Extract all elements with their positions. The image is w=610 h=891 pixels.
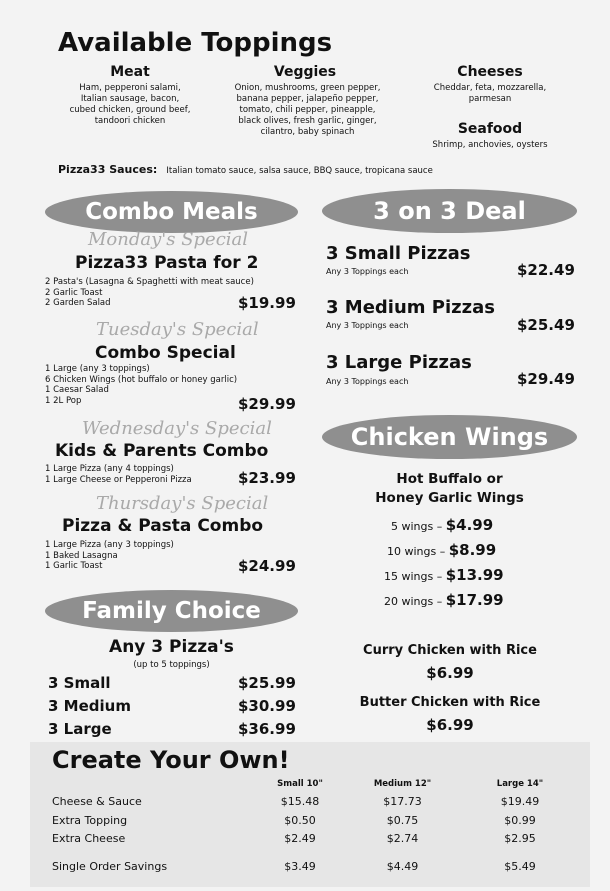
cyo-price: $4.49 [386,860,419,873]
wednesday-special-label: Wednesday's Special [82,418,272,439]
seafood-list [405,140,575,151]
meat-heading: Meat [110,64,150,80]
rice-dish-name: Curry Chicken with Rice [363,643,537,658]
wings-qty: 15 wings [384,570,434,583]
family-choice-heading: Family Choice [45,590,298,632]
combo-line: 1 Large Cheese or Pepperoni Pizza [45,474,192,485]
combo-name: Combo Special [95,343,236,363]
cyo-price: $2.49 [284,832,316,845]
veggies-line: tomato, chili pepper, pineapple, [239,105,376,115]
combo-price: $24.99 [238,557,296,575]
cyo-row-label: Cheese & Sauce [52,795,142,808]
wings-row [387,541,496,559]
rice-dish-price: $6.99 [426,716,474,734]
combo-name: Pizza & Pasta Combo [62,516,264,536]
cyo-price: $2.95 [504,832,536,845]
cyo-row-label: Extra Topping [52,814,128,827]
veggies-line: Onion, mushrooms, green pepper, [234,83,381,93]
cyo-price: $5.49 [504,860,536,873]
tuesday-special-label: Tuesday's Special [96,319,259,340]
wings-price: $13.99 [445,566,504,584]
wings-subtitle-line: Honey Garlic Wings [375,490,524,506]
create-your-own-title: Create Your Own! [52,746,290,774]
combo-line: 1 Large Pizza (any 4 toppings) [45,464,174,474]
combo-line: 1 2L Pop [45,395,82,406]
cyo-price: $0.50 [284,814,316,827]
size-column-header: Small 10" [277,779,323,789]
size-column-header: Large 14" [496,779,544,789]
combo-line: 6 Chicken Wings (hot buffalo or honey garlic) [45,374,238,385]
wings-dash: – [436,595,443,608]
deal-heading: 3 on 3 Deal [322,189,577,233]
wings-price: $8.99 [448,541,497,559]
wings-subtitle [322,470,577,508]
combo-line: 2 Pasta's (Lasagna & Spaghetti with meat sauce) [45,277,254,287]
thursday-special-label: Thursday's Special [96,493,269,514]
cyo-price: $2.74 [386,832,419,845]
cheeses-list [415,83,565,105]
combo-line: 1 Garlic Toast [45,561,103,571]
combo-contents [45,464,192,485]
combo-name: Kids & Parents Combo [55,441,269,461]
veggies-list [210,83,405,138]
sauces-text: Italian tomato sauce, salsa sauce, BBQ sauce, tropicana sauce [166,166,433,176]
combo-name: Pizza33 Pasta for 2 [75,253,259,273]
family-price: $25.99 [238,674,296,692]
veggies-heading: Veggies [273,64,337,80]
deal-name: 3 Medium Pizzas [326,297,495,318]
wings-row [384,591,504,609]
meat-line: cubed chicken, ground beef, [69,105,191,115]
veggies-line: cilantro, baby spinach [260,127,355,137]
cyo-price: $3.49 [284,860,316,873]
deal-price: $25.49 [517,316,575,334]
combo-contents [45,540,174,572]
family-title: Any 3 Pizza's [109,637,234,657]
family-size: 3 Small [48,674,111,692]
cyo-price: $19.49 [500,795,540,808]
deal-note: Any 3 Toppings each [326,321,409,330]
combo-line: 1 Baked Lasagna [45,550,118,561]
combo-price: $19.99 [238,294,296,312]
seafood-heading: Seafood [457,121,523,137]
combo-line: 1 Large (any 3 toppings) [45,364,150,374]
cyo-price: $17.73 [383,795,422,808]
sauces-row [58,158,433,177]
meat-line: Ham, pepperoni salami, [79,83,181,93]
wings-dash: – [439,545,446,558]
combo-price: $29.99 [238,395,296,413]
cyo-row-label: Single Order Savings [52,860,168,873]
family-price: $30.99 [238,697,296,715]
meat-line: Italian sausage, bacon, [80,94,180,104]
combo-contents [45,277,254,309]
combo-line: 2 Garlic Toast [45,287,103,298]
combo-line: 1 Large Pizza (any 3 toppings) [45,540,174,550]
combo-meals-heading: Combo Meals [45,191,298,233]
rice-dish-price: $6.99 [426,664,474,682]
deal-price: $29.49 [517,370,575,388]
wings-row [384,566,504,584]
cheeses-heading: Cheeses [457,64,523,80]
family-price: $36.99 [238,720,296,738]
wings-price: $4.99 [445,516,494,534]
size-column-header: Medium 12" [373,779,432,789]
deal-name: 3 Small Pizzas [326,243,471,264]
cheeses-line: Cheddar, feta, mozzarella, [433,83,547,93]
wings-dash: – [436,520,443,533]
deal-price: $22.49 [517,261,575,279]
chicken-wings-heading: Chicken Wings [322,415,577,459]
deal-name: 3 Large Pizzas [326,352,472,373]
veggies-line: banana pepper, jalapeño pepper, [236,94,379,104]
combo-contents [45,364,237,406]
wings-qty: 5 wings [391,520,434,533]
sauces-label: Pizza33 Sauces: [58,163,158,176]
meat-line: tandoori chicken [94,116,166,126]
family-size: 3 Medium [48,697,131,715]
toppings-title: Available Toppings [58,28,333,58]
cheeses-line: parmesan [468,94,512,104]
deal-note: Any 3 Toppings each [326,267,409,276]
combo-line: 2 Garden Salad [45,298,111,308]
cyo-row-label: Extra Cheese [52,832,126,845]
wings-row [391,516,493,534]
combo-price: $23.99 [238,469,296,487]
wings-qty: 10 wings [387,545,437,558]
wings-dash: – [436,570,443,583]
combo-line: 1 Caesar Salad [45,385,109,395]
family-size: 3 Large [48,720,112,738]
veggies-line: black olives, fresh garlic, ginger, [238,116,377,126]
rice-dish-name: Butter Chicken with Rice [359,695,541,710]
family-subtitle: (up to 5 toppings) [133,660,210,670]
cyo-price: $0.99 [504,814,536,827]
cyo-price: $0.75 [386,814,419,827]
wings-price: $17.99 [445,591,504,609]
wings-subtitle-line: Hot Buffalo or [396,471,503,487]
cyo-price: $15.48 [280,795,320,808]
seafood-line: Shrimp, anchovies, oysters [432,140,548,150]
wings-qty: 20 wings [384,595,434,608]
monday-special-label: Monday's Special [88,229,249,250]
deal-note: Any 3 Toppings each [326,377,409,386]
meat-list [40,83,220,127]
